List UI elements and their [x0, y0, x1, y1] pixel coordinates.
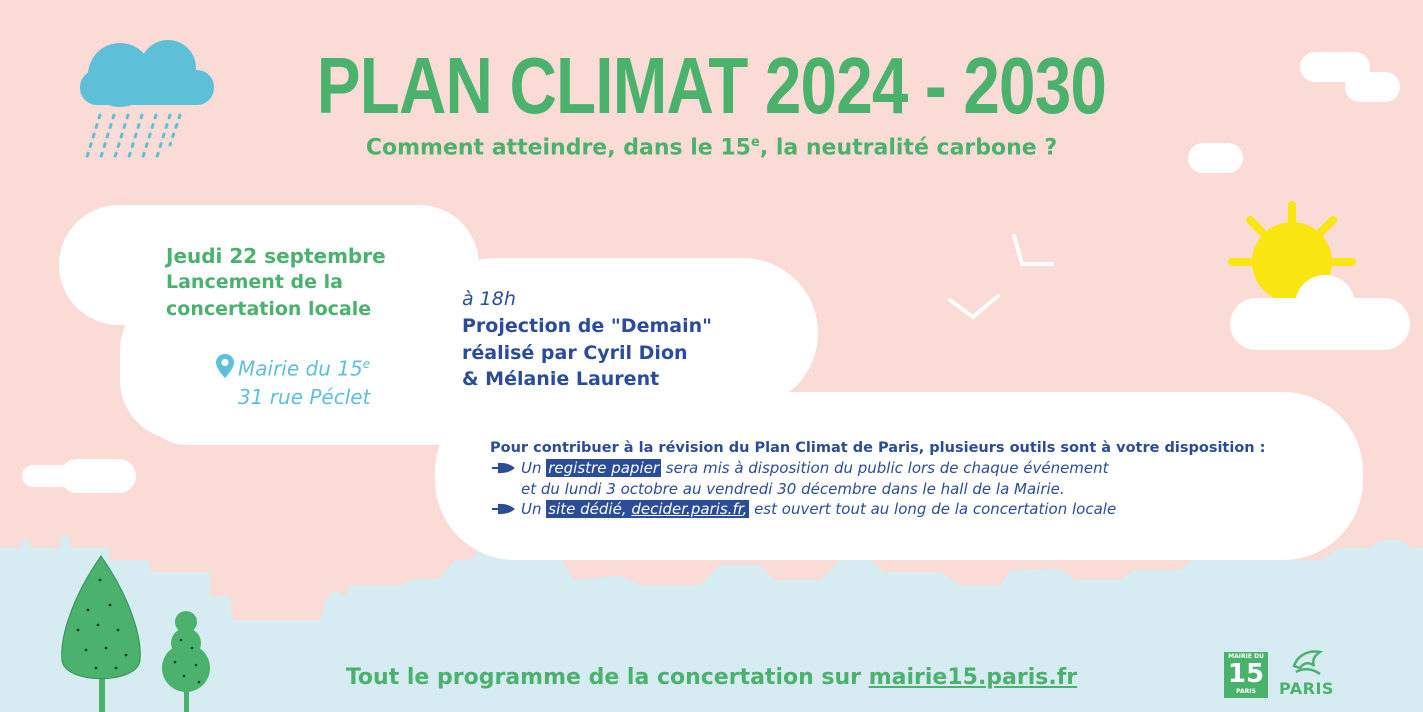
item1-post: sera mis à disposition du public lors de chaque événement: [661, 459, 1109, 477]
mairie-logo-paris: PARIS: [1236, 688, 1256, 695]
contribution-item-1: [521, 458, 1109, 479]
item2-pre: Un: [521, 500, 547, 518]
sun-cloud: [1230, 275, 1410, 350]
page-title: PLAN CLIMAT 2024 - 2030: [316, 41, 1107, 130]
item2-highlight: [546, 500, 749, 518]
footer-text: Tout le programme de la concertation sur: [345, 665, 869, 690]
event-title: Lancement de la concertation locale: [166, 271, 372, 320]
location-name: Mairie du 15: [238, 356, 363, 381]
location-line1: [238, 350, 370, 383]
mairie-logo-small: MAIRIE DU: [1228, 653, 1264, 660]
footer: [0, 660, 1423, 696]
footer-link[interactable]: mairie15.paris.fr: [868, 665, 1078, 690]
item2-post: est ouvert tout au long de la concertation locale: [749, 500, 1117, 518]
location-sup: e: [362, 357, 371, 371]
subtitle-sup: e: [751, 135, 760, 150]
mairie-logo-number: 15: [1227, 659, 1265, 689]
film-line3: & Mélanie Laurent: [462, 368, 660, 390]
event-film: [462, 313, 782, 393]
arrow-bullet-icon: [492, 503, 516, 515]
contribution-item-1-line2: et du lundi 3 octobre au vendredi 30 décembre dans le hall de la Mairie.: [521, 480, 1065, 498]
film-line1: Projection de "Demain": [462, 315, 713, 337]
page-subtitle: [0, 128, 1423, 163]
bird-icon: [950, 236, 1052, 317]
arrow-bullet-icon: [492, 462, 516, 474]
subtitle-text-end: , la neutralité carbone ?: [759, 135, 1058, 161]
paris-logo-icon: [1290, 648, 1324, 678]
location-line2: 31 rue Péclet: [238, 384, 371, 409]
paris-logo-text: PARIS: [1279, 679, 1334, 698]
contribution-intro: Pour contribuer à la révision du Plan Climat de Paris, plusieurs outils sont à votre disposition :: [490, 440, 1266, 456]
decider-link[interactable]: decider.paris.fr: [631, 500, 743, 518]
item2-highlight-comma: ,: [742, 500, 748, 518]
film-line2: réalisé par Cyril Dion: [462, 341, 688, 364]
item1-pre: Un: [521, 459, 547, 477]
event-location: [238, 350, 370, 411]
location-pin-icon: [215, 353, 235, 379]
item1-highlight: registre papier: [548, 459, 660, 477]
mairie15-logo: [1224, 652, 1268, 698]
contribution-item-2: [521, 499, 1116, 520]
event-time: à 18h: [462, 288, 516, 310]
subtitle-text: Comment atteindre, dans le 15: [365, 135, 751, 161]
event-date: Jeudi 22 septembre: [166, 244, 386, 268]
item2-highlight-text: site dédié,: [548, 500, 632, 518]
